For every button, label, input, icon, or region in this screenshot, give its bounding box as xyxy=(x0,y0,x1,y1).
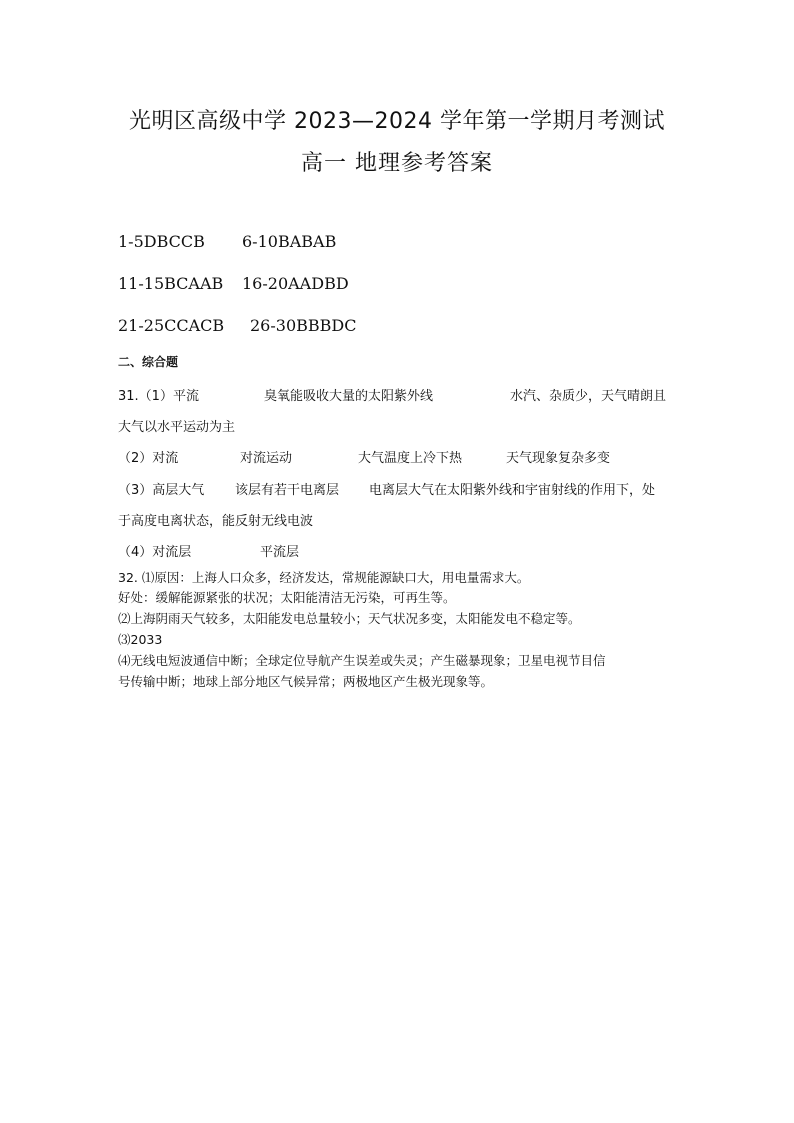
q32-line: 号传输中断；地球上部分地区气候异常；两极地区产生极光现象等。 xyxy=(118,674,494,689)
mc-answer-group: 6-10BABAB xyxy=(242,232,337,251)
mc-answer-group: 26-30BBBDC xyxy=(250,316,357,335)
mc-answer-group: 16-20AADBD xyxy=(242,274,349,293)
q31-part2-answer-d: 天气现象复杂多变 xyxy=(506,451,611,466)
mc-answer-group: 11-15BCAAB xyxy=(118,274,224,293)
document-subtitle: 高一 地理参考答案 xyxy=(301,151,493,176)
q31-part1-answer-b: 臭氧能吸收大量的太阳紫外线 xyxy=(264,389,434,404)
q32-line: ⑷无线电短波通信中断；全球定位导航产生误差或失灵；产生磁暴现象；卫星电视节目信 xyxy=(118,653,606,668)
q31-part2-answer-c: 大气温度上冷下热 xyxy=(358,451,463,466)
q31-part3-label: （3）高层大气 xyxy=(118,483,205,498)
q31-part2-answer-b: 对流运动 xyxy=(240,451,293,466)
mc-answer-group: 21-25CCACB xyxy=(118,316,225,335)
q31-part3-continuation: 于高度电离状态，能反射无线电波 xyxy=(118,514,314,529)
q32-line: 32. ⑴原因：上海人口众多，经济发达，常规能源缺口大，用电量需求大。 xyxy=(118,570,530,585)
mc-answer-group: 1-5DBCCB xyxy=(118,232,205,251)
q31-part4-answer-b: 平流层 xyxy=(260,545,300,560)
q31-part1-label: 31.（1）平流 xyxy=(118,389,199,404)
q31-part3-answer-c: 电离层大气在太阳紫外线和宇宙射线的作用下，处 xyxy=(369,483,656,498)
q32-line: ⑵上海阴雨天气较多，太阳能发电总量较小；天气状况多变，太阳能发电不稳定等。 xyxy=(118,611,581,626)
q31-part1-answer-c: 水汽、杂质少，天气晴朗且 xyxy=(510,389,667,404)
section-title: 二、综合题 xyxy=(118,355,179,369)
q32-line: 好处：缓解能源紧张的状况；太阳能清洁无污染，可再生等。 xyxy=(118,590,456,605)
q32-line: ⑶2033 xyxy=(118,632,163,647)
q31-part3-answer-b: 该层有若干电离层 xyxy=(235,483,340,498)
q31-part1-continuation: 大气以水平运动为主 xyxy=(118,420,236,435)
q31-part4-label: （4）对流层 xyxy=(118,545,192,560)
document-title: 光明区高级中学 2023—2024 学年第一学期月考测试 xyxy=(129,109,665,134)
q31-part2-label: （2）对流 xyxy=(118,451,179,466)
